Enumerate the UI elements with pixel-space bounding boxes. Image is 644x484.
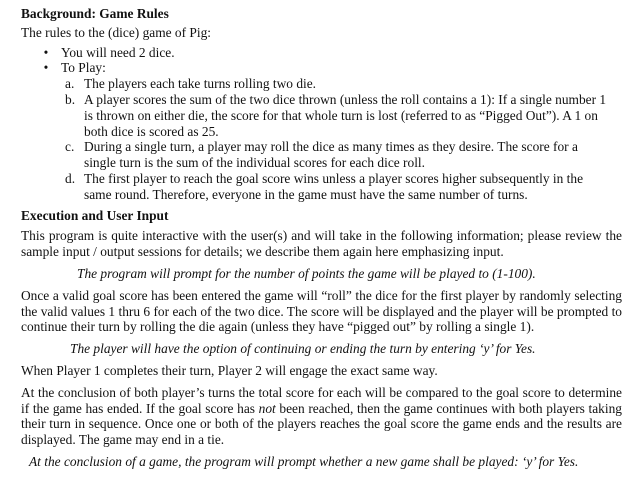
step-item bbox=[65, 76, 622, 92]
step-text: A player scores the sum of the two dice thrown (unless the roll contains a 1): If a single number 1 is thrown on either die, the score for that whole turn is lost (referred to as “Pigged Out”). A 1 on both dice is scored as 25. bbox=[84, 91, 607, 139]
step-text: The players each take turns rolling two die. bbox=[84, 76, 317, 92]
conclusion-text-end: been reached, then the game continues with both players taking their turn in sequence. Once one or both of the players reaches the goal score the game ends and the results are displayed. The game may end in a tie. bbox=[21, 400, 622, 448]
step-item bbox=[65, 92, 622, 139]
bullet-icon: • bbox=[43, 60, 49, 76]
step-item bbox=[65, 171, 622, 203]
conclusion-text-start: At the conclusion of both player’s turns the total score for each will be compared to the goal score to determine if the game has ended. If the goal score has bbox=[21, 384, 622, 416]
goal-prompt-note: The program will prompt for the number of points the game will be played to (1-100). bbox=[77, 265, 536, 281]
continue-prompt-note: The player will have the option of continuing or ending the turn by entering ‘y’ for Yes. bbox=[70, 341, 536, 357]
new-game-prompt-note: At the conclusion of a game, the program will prompt whether a new game shall be played: ‘y’ for Yes. bbox=[29, 453, 579, 469]
rules-bullet-list bbox=[21, 45, 622, 77]
step-text: During a single turn, a player may roll the dice as many times as they desire. The score for a single turn is the sum of the individual scores for each dice roll. bbox=[84, 139, 578, 171]
step-text: The first player to reach the goal score wins unless a player scores higher subsequently in the same round. Therefore, everyone in the game must have the same number of turns. bbox=[84, 170, 584, 202]
bullet-item bbox=[39, 45, 622, 61]
conclusion-paragraph bbox=[21, 385, 622, 448]
execution-heading: Execution and User Input bbox=[21, 207, 169, 223]
player2-paragraph: When Player 1 completes their turn, Player 2 will engage the exact same way. bbox=[21, 362, 438, 378]
bullet-item bbox=[39, 60, 622, 76]
background-intro: The rules to the (dice) game of Pig: bbox=[21, 24, 212, 40]
background-heading: Background: Game Rules bbox=[21, 6, 169, 21]
step-marker: a. bbox=[65, 76, 75, 92]
step-item bbox=[65, 139, 622, 171]
step-marker: c. bbox=[65, 139, 75, 155]
bullet-text: To Play: bbox=[61, 60, 106, 76]
execution-intro: This program is quite interactive with the user(s) and will take in the following information; please review the sample input / output sessions for details; we describe them again here emphasizing input. bbox=[21, 228, 622, 260]
bullet-text: You will need 2 dice. bbox=[61, 44, 175, 60]
play-steps-list bbox=[21, 76, 622, 202]
goal-paragraph: Once a valid goal score has been entered the game will “roll” the dice for the first player by randomly selecting the valid values 1 thru 6 for each of the two dice. The score will be displayed and the player will be prompted to continue their turn by rolling the die again (unless they have “pigged out” by rolling a single 1). bbox=[21, 287, 622, 335]
conclusion-emphasis: not bbox=[258, 400, 276, 416]
step-marker: b. bbox=[65, 91, 76, 107]
bullet-icon: • bbox=[43, 44, 49, 60]
step-marker: d. bbox=[65, 170, 76, 186]
